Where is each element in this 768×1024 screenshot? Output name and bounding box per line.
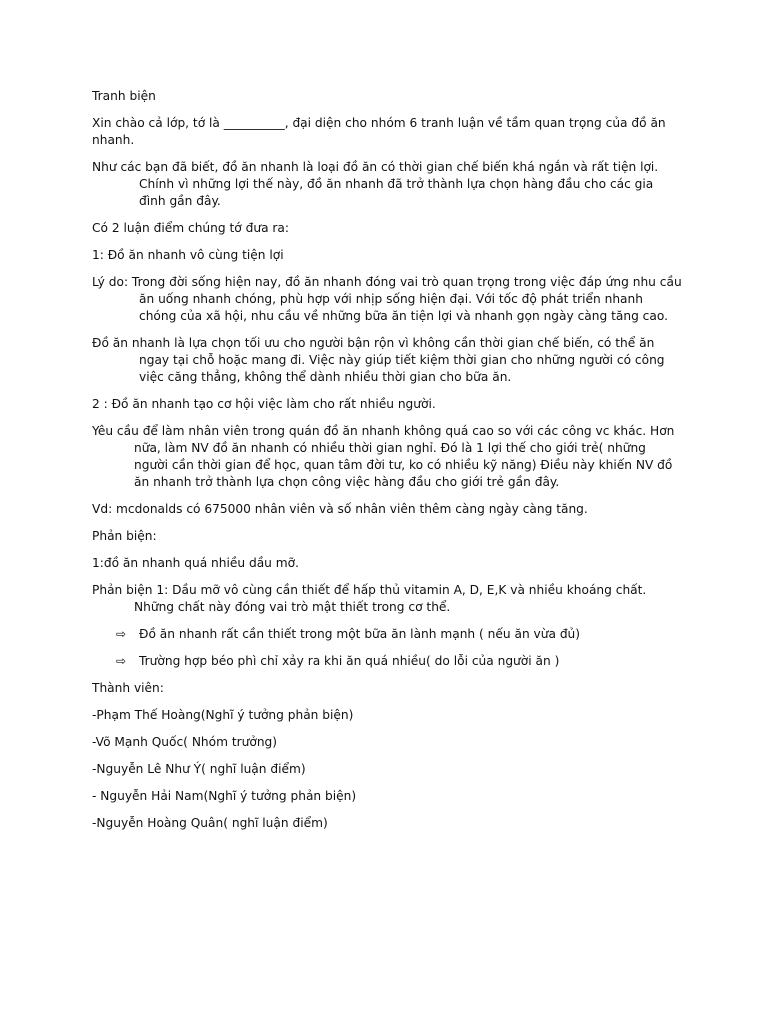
- member-item: -Võ Mạnh Quốc( Nhóm trưởng): [92, 735, 278, 749]
- point-1-heading: 1: Đồ ăn nhanh vô cùng tiện lợi: [92, 248, 284, 262]
- rebuttal-1-detail: Phản biện 1: Dầu mỡ vô cùng cần thiết để hấp thủ vitamin A, D, E,K và nhiều khoáng chất. Những chất này đóng vai trò mật thiết trong cơ thể.: [92, 583, 647, 614]
- member-item: - Nguyễn Hải Nam(Nghĩ ý tưởng phản biện): [92, 789, 357, 803]
- context-paragraph: Như các bạn đã biết, đồ ăn nhanh là loại đồ ăn có thời gian chế biến khá ngắn và rất tiện lợi. Chính vì những lợi thế này, đồ ăn nhanh đã trở thành lựa chọn hàng đầu cho các gia đình gần đây.: [92, 160, 659, 208]
- arrow-bullet-icon: ⇨: [116, 654, 127, 668]
- rebuttal-heading: Phản biện:: [92, 529, 157, 543]
- member-item: -Nguyễn Lê Như Ý( nghĩ luận điểm): [92, 762, 306, 776]
- point-2-heading: 2 : Đồ ăn nhanh tạo cơ hội việc làm cho rất nhiều người.: [92, 397, 436, 411]
- document-body: [92, 88, 682, 842]
- rebuttal-point-1: 1:đồ ăn nhanh quá nhiều dầu mỡ.: [92, 556, 299, 570]
- bullet-text: Trường hợp béo phì chỉ xảy ra khi ăn quá nhiều( do lỗi của người ăn ): [139, 654, 560, 668]
- doc-title: Tranh biện: [92, 89, 156, 103]
- bullet-item: [116, 626, 682, 643]
- example-paragraph: Vd: mcdonalds có 675000 nhân viên và số nhân viên thêm càng ngày càng tăng.: [92, 502, 588, 516]
- arrow-bullet-icon: ⇨: [116, 627, 127, 641]
- point-1-reason: Lý do: Trong đời sống hiện nay, đồ ăn nhanh đóng vai trò quan trọng trong việc đáp ứng nhu cầu ăn uống nhanh chóng, phù hợp với nhịp sống hiện đại. Với tốc độ phát triển nhanh chóng của xã hội, nhu cầu về những bữa ăn tiện lợi và nhanh gọn ngày càng tăng cao.: [92, 275, 682, 323]
- point-2-detail: Yêu cầu để làm nhân viên trong quán đồ ăn nhanh không quá cao so với các công vc khác. Hơn nữa, làm NV đồ ăn nhanh có nhiều thời gian nghỉ. Đó là 1 lợi thế cho giới trẻ( những người cần thời gian để học, quan tâm đời tư, ko có nhiều kỹ năng) Điều này khiến NV đồ ăn nhanh trở thành lựa chọn công việc hàng đầu cho giới trẻ gần đây.: [92, 424, 675, 489]
- member-item: -Nguyễn Hoàng Quân( nghĩ luận điểm): [92, 816, 328, 830]
- member-item: -Phạm Thế Hoàng(Nghĩ ý tưởng phản biện): [92, 708, 354, 722]
- point-1-detail: Đồ ăn nhanh là lựa chọn tối ưu cho người bận rộn vì không cần thời gian chế biến, có thể ăn ngay tại chỗ hoặc mang đi. Việc này giúp tiết kiệm thời gian cho những người có công việc căng thẳng, không thể dành nhiều thời gian cho bữa ăn.: [92, 336, 665, 384]
- points-intro: Có 2 luận điểm chúng tớ đưa ra:: [92, 221, 289, 235]
- intro-paragraph: Xin chào cả lớp, tớ là __________, đại diện cho nhóm 6 tranh luận về tầm quan trọng của đồ ăn nhanh.: [92, 116, 666, 147]
- bullet-item: [116, 653, 682, 670]
- bullet-text: Đồ ăn nhanh rất cần thiết trong một bữa ăn lành mạnh ( nếu ăn vừa đủ): [139, 627, 581, 641]
- members-heading: Thành viên:: [92, 681, 164, 695]
